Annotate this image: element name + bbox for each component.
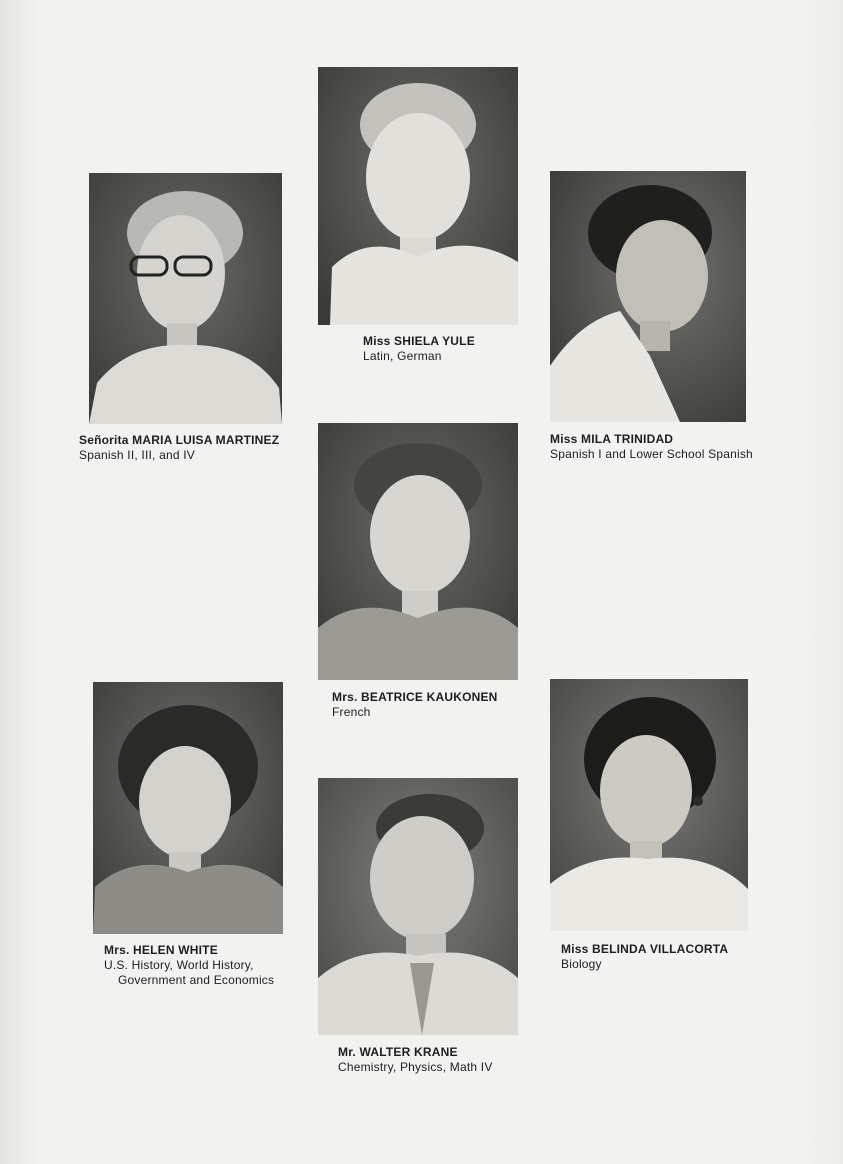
faculty-name <box>338 1045 493 1060</box>
honorific: Señorita <box>79 433 129 447</box>
name: BEATRICE KAUKONEN <box>361 690 498 704</box>
honorific: Miss <box>363 334 391 348</box>
faculty-subjects: French <box>332 705 371 719</box>
faculty-subjects: Chemistry, Physics, Math IV <box>338 1060 493 1074</box>
photo-villacorta <box>550 679 748 931</box>
honorific: Mr. <box>338 1045 356 1059</box>
faculty-name <box>332 690 498 705</box>
faculty-subjects: Latin, German <box>363 349 442 363</box>
faculty-name <box>79 433 279 448</box>
name: SHIELA YULE <box>394 334 475 348</box>
faculty-subjects: Spanish II, III, and IV <box>79 448 195 462</box>
caption-white <box>104 943 274 988</box>
faculty-name <box>104 943 274 958</box>
faculty-name <box>561 942 728 957</box>
photo-martinez <box>89 173 282 424</box>
caption-martinez <box>79 433 279 463</box>
faculty-subjects: U.S. History, World History, <box>104 958 254 972</box>
faculty-subjects: Biology <box>561 957 602 971</box>
honorific: Miss <box>561 942 589 956</box>
caption-krane <box>338 1045 493 1075</box>
photo-krane <box>318 778 518 1035</box>
faculty-subjects: Spanish I and Lower School Spanish <box>550 447 753 461</box>
honorific: Miss <box>550 432 578 446</box>
name: HELEN WHITE <box>133 943 218 957</box>
honorific: Mrs. <box>332 690 358 704</box>
honorific: Mrs. <box>104 943 130 957</box>
name: BELINDA VILLACORTA <box>592 942 729 956</box>
photo-yule <box>318 67 518 325</box>
caption-trinidad <box>550 432 753 462</box>
caption-kaukonen <box>332 690 498 720</box>
caption-villacorta <box>561 942 728 972</box>
caption-yule <box>363 334 475 364</box>
name: WALTER KRANE <box>359 1045 458 1059</box>
photo-white <box>93 682 283 934</box>
photo-trinidad <box>550 171 746 422</box>
photo-kaukonen <box>318 423 518 680</box>
name: MILA TRINIDAD <box>581 432 674 446</box>
faculty-name <box>550 432 753 447</box>
faculty-subjects-continued: Government and Economics <box>118 973 275 987</box>
name: MARIA LUISA MARTINEZ <box>132 433 280 447</box>
faculty-name <box>363 334 475 349</box>
